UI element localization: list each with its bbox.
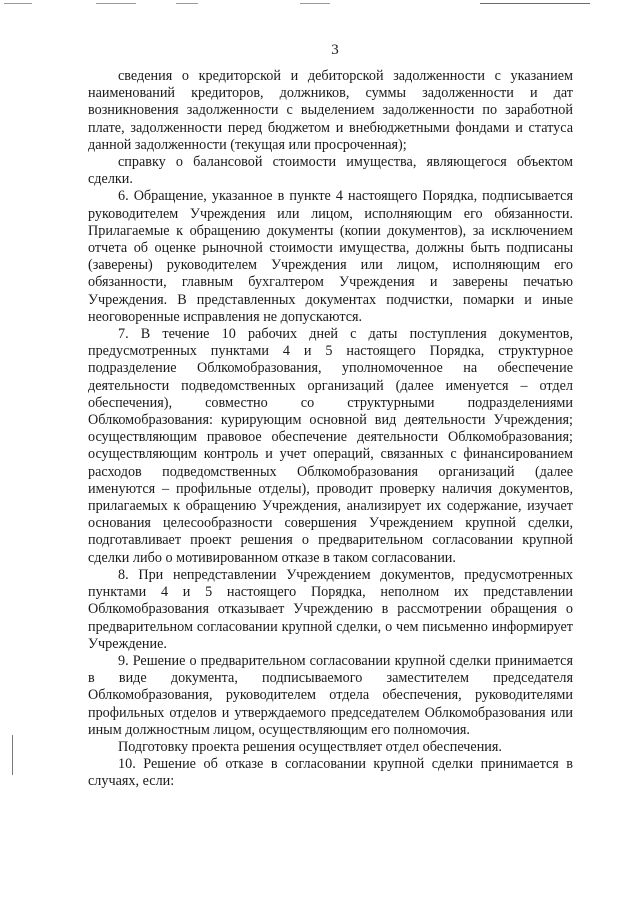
paragraph-item-7: 7. В течение 10 рабочих дней с даты поступления документов, предусмотренных пунктами 4 и 5 настоящего Порядка, структурное подразделение Облкомобразования, уполномоченное на обеспечение деятельности подведомственных организаций (далее именуется – отдел обеспечения), совместно со структурными подразделениями Облкомобразования: курирующим основной вид деятельности Учреждения; осуществляющим правовое обеспечение деятельности Облкомобразования; осуществляющим контроль и учет операций, связанных с финансированием расходов подведомственных Облкомобразования организаций (далее именуются – профильные отделы), проводит проверку наличия документов, прилагаемых к обращению Учреждения, анализирует их содержание, изучает основания целесообразности совершения Учреждением крупной сделки, подготавливает проект решения о предварительном согласовании крупной сделки либо о мотивированном отказе в таком согласовании. (88, 326, 573, 566)
scan-artifact-margin (12, 735, 13, 775)
paragraph-creditor-info: сведения о кредиторской и дебиторской задолженности с указанием наименований кредиторов, должников, суммы задолженности и дат возникновения задолженности с выделением задолженности по заработной плате, задолженности перед бюджетом и внебюджетными фондами и статуса данной задолженности (текущая или просроченная); (88, 68, 573, 153)
page-number: 3 (331, 42, 339, 58)
paragraph-item-8: 8. При непредставлении Учреждением документов, предусмотренных пунктами 4 и 5 настоящего Порядка, неполном их представлении Облкомобразования отказывает Учреждению в рассмотрении обращения о предварительном согласовании крупной сделки, о чем письменно информирует Учреждение. (88, 566, 573, 652)
document-body (88, 68, 573, 791)
scan-artifact-top (0, 0, 640, 8)
paragraph-balance-certificate: справку о балансовой стоимости имущества, являющегося объектом сделки. (88, 154, 573, 188)
paragraph-draft-preparation: Подготовку проекта решения осуществляет отдел обеспечения. (118, 738, 502, 755)
paragraph-item-6: 6. Обращение, указанное в пункте 4 настоящего Порядка, подписывается руководителем Учреждения или лицом, исполняющим его обязанности. Прилагаемые к обращению документы (копии документов), за исключением отчета об оценке рыночной стоимости имущества, должны быть подписаны (заверены) руководителем Учреждения или лицом, исполняющим его обязанности, главным бухгалтером Учреждения и заверены печатью Учреждения. В представленных документах подчистки, помарки и иные неоговоренные исправления не допускаются. (88, 188, 573, 325)
paragraph-item-10: 10. Решение об отказе в согласовании крупной сделки принимается в случаях, если: (88, 756, 573, 790)
paragraph-item-9: 9. Решение о предварительном согласовании крупной сделки принимается в виде документа, подписываемого заместителем председателя Облкомобразования, руководителем отдела обеспечения, руководителями профильных отделов и утверждаемого председателем Облкомобразования или иным должностным лицом, осуществляющим его полномочия. (88, 652, 573, 738)
